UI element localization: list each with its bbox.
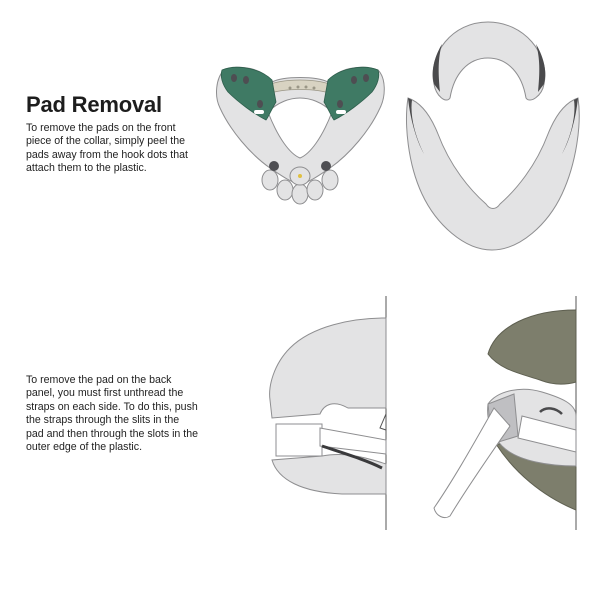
back-pad-instructions: To remove the pad on the back panel, you must first unthread the straps on each side. To do this, push the straps through the slits in the pad and then through the slots in the outer edge of the plastic.	[26, 374, 198, 454]
front-pad-instructions: To remove the pads on the front piece of the collar, simply peel the pads away from the hook dots that attach them to the plastic.	[26, 122, 188, 175]
front-collar-with-pads-illustration	[210, 58, 390, 208]
chin-bumps	[262, 167, 338, 204]
back-panel-shell	[270, 318, 386, 418]
back-pad-olive	[488, 310, 576, 384]
center-hook-dot	[298, 174, 302, 178]
pushed-strap	[434, 408, 510, 518]
back-panel-side-view-illustration	[262, 296, 392, 536]
front-plastic-without-pads-illustration	[400, 14, 590, 264]
strap-through-slot-illustration	[422, 296, 600, 536]
section-title: Pad Removal	[26, 92, 162, 117]
lower-plastic-piece	[407, 98, 580, 250]
strap-end	[276, 424, 322, 456]
slot-marker	[380, 414, 386, 430]
upper-plastic-piece	[433, 22, 545, 100]
back-panel-lower	[272, 454, 386, 494]
